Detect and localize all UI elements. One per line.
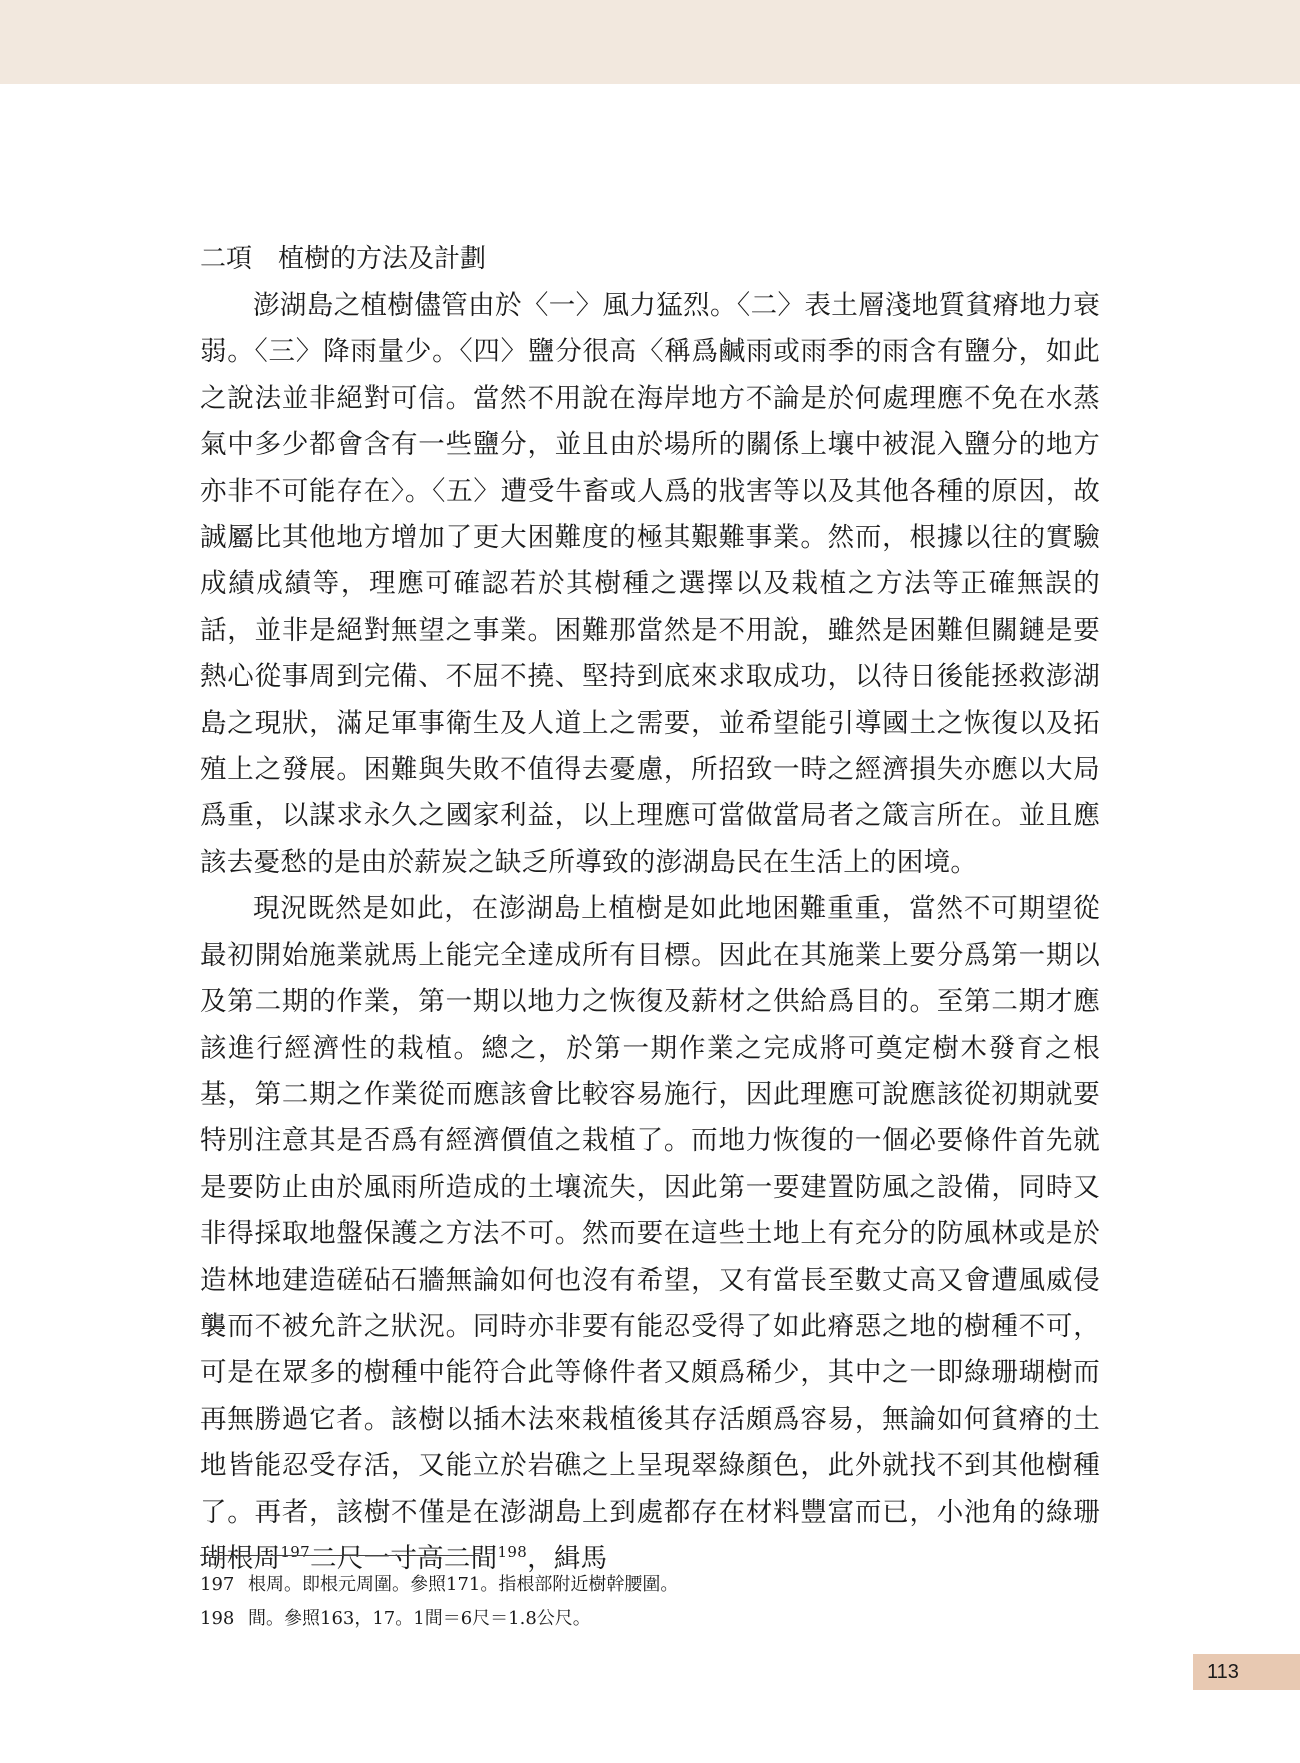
footnote-198 <box>200 1602 1100 1636</box>
footnotes <box>200 1568 1100 1636</box>
footnote-ref-197[interactable]: 197 <box>280 1543 310 1562</box>
section-heading: 二項 植樹的方法及計劃 <box>200 244 487 274</box>
body-text <box>200 283 1100 1582</box>
footnote-197 <box>200 1568 1100 1602</box>
paragraph-2-text-middle: 二尺一寸高二間 <box>309 1542 498 1574</box>
paragraph-2-text: 現況既然是如此，在澎湖島上植樹是如此地困難重重，當然不可期望從最初開始施業就馬上能完全達成所有目標。因此在其施業上要分爲第一期以及第二期的作業，第一期以地力之恢復及薪材之供給爲目的。至第二期才應該進行經濟性的栽植。總之，於第一期作業之完成將可奠定樹木發育之根基，第二期之作業從而應該會比較容易施行，因此理應可說應該從初期就要特別注意其是否爲有經濟價值之栽植了。而地力恢復的一個必要條件首先就是要防止由於風雨所造成的土壤流失，因此第一要建置防風之設備，同時又非得採取地盤保護之方法不可。然而要在這些土地上有充分的防風林或是於造林地建造磋砧石牆無論如何也沒有希望，又有當長至數丈高又會遭風威侵襲而不被允許之狀況。同時亦非要有能忍受得了如此瘠惡之地的樹種不可，可是在眾多的樹種中能符合此等條件者又頗爲稀少，其中之一即綠珊瑚樹而再無勝過它者。該樹以插木法來栽植後其存活頗爲容易，無論如何貧瘠的土地皆能忍受存活，又能立於岩礁之上呈現翠綠顏色，此外就找不到其他樹種了。再者，該樹不僅是在澎湖島上到處都存在材料豐富而已，小池角的綠珊瑚根周 <box>200 893 1100 1574</box>
page-number: 113 <box>1193 1654 1300 1690</box>
footnote-divider <box>200 1555 480 1556</box>
footnote-text: 根周。即根元周圍。參照171。指根部附近樹幹腰圍。 <box>248 1574 679 1595</box>
paragraph-2-text-end: ，緝馬 <box>527 1542 608 1574</box>
paragraph-2 <box>200 886 1100 1582</box>
footnote-number: 197 <box>200 1574 235 1595</box>
footnote-ref-198[interactable]: 198 <box>497 1543 528 1562</box>
header-band <box>0 0 1300 84</box>
footnote-number: 198 <box>200 1608 235 1629</box>
footnote-text: 間。參照163，17。1間＝6尺＝1.8公尺。 <box>248 1608 591 1629</box>
paragraph-1: 澎湖島之植樹儘管由於〈一〉風力猛烈。〈二〉表土層淺地質貧瘠地力衰弱。〈三〉降雨量少。〈四〉鹽分很高〈稱爲鹹雨或雨季的雨含有鹽分，如此之說法並非絕對可信。當然不用說在海岸地方不論是於何處理應不免在水蒸氣中多少都會含有一些鹽分，並且由於場所的關係上壤中被混入鹽分的地方亦非不可能存在〉。〈五〉遭受牛畜或人爲的戕害等以及其他各種的原因，故誠屬比其他地方增加了更大困難度的極其艱難事業。然而，根據以往的實驗成績成績等，理應可確認若於其樹種之選擇以及栽植之方法等正確無誤的話，並非是絕對無望之事業。困難那當然是不用說，雖然是困難但關鏈是要熱心從事周到完備、不屈不撓、堅持到底來求取成功，以待日後能拯救澎湖島之現狀，滿足軍事衛生及人道上之需要，並希望能引導國土之恢復以及拓殖上之發展。困難與失敗不值得去憂慮，所招致一時之經濟損失亦應以大局爲重，以謀求永久之國家利益，以上理應可當做當局者之箴言所在。並且應該去憂愁的是由於薪炭之缺乏所導致的澎湖島民在生活上的困境。 <box>200 290 1100 878</box>
